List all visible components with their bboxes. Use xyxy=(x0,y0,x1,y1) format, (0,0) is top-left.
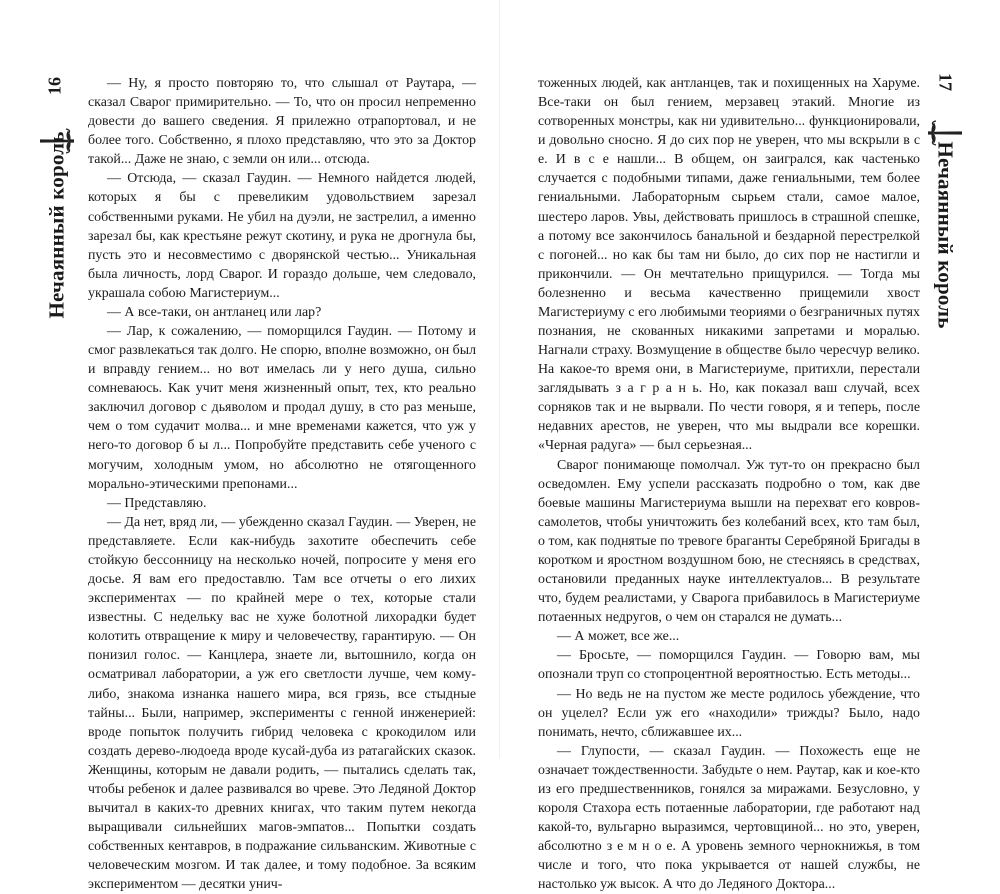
right-page-text xyxy=(538,74,920,894)
paragraph: — А все-таки, он антланец или лар? xyxy=(107,304,322,320)
paragraph: — Глупости, — сказал Гаудин. — Похожесть еще не означает тождественности. Забудьте о нем. Раутар, как и кое-кто из его предшественников, гонялся за миражами. Безусловно, у короля Стахора есть потаенные лаборатории, где работают над какой-то, вульгарно выразимся, чертовщиной... но это, уверен, абсолютно з е м н о е. А уровень земного чернокнижья, в том числе и того, что пока укрывается от нашей службы, не настолько уж высок. А что до Ледяного Доктора... xyxy=(538,743,920,893)
paragraph: — Бросьте, — поморщился Гаудин. — Говорю вам, мы опознали труп со стопроцентной вероятностью. Есть методы... xyxy=(538,648,920,683)
left-running-head: Нечаянный король xyxy=(44,131,69,319)
paragraph: тоженных людей, как антланцев, так и похищенных на Харуме. Все-таки он был гением, мерзавец этакий. Многие из сотворенных монстры, как ни удивительно... функционировали, и довольно сносно. Я до сих пор не уверен, что мы вскрыли в с е. И в с е нашли... В общем, он заигрался, как частенько случается с подобными типами, даже гениальными, тем более гениальными. Лабораторным сырьем стали, самое малое, шестеро ларов. Увы, действовать пришлось в страшной спешке, а потому все закончилось банальной и бездарной перестрелкой с погоней... но как бы там ни было, до сих пор не настигли и прикончили. — Он мечтательно прищурился. — Тогда мы болезненно и весьма качественно прищемили хвост Магистериуму с его любимыми теориями о безграничных путях познания, не скованных никакими запретами и моралью. Нагнали страху. Возмущение в обществе было чересчур велико. На какое-то время они, в Магистериуме, притихли, перестали заглядывать з а г р а н ь. Но, как показал ваш случай, всех сорняков так и не вырвали. По чести говоря, я и теперь, после недавних арестов, не уверен, что мы выдрали все корешки. «Черная радуга» — был серьезная... xyxy=(538,76,920,454)
right-running-head: Нечаянный король xyxy=(933,141,958,329)
paragraph: — Отсюда, — сказал Гаудин. — Немного найдется людей, которых я бы с превеликим удовольствием зарезал собственными руками. Не убил на дуэли, не застрелил, а именно зарезал бы, как крестьяне режут скотину, и рука не дрогнула бы, пусть это и несовместимо с дворянской честью... Уникальная была личность, лорд Сварог. И гораздо дольше, чем следовало, украшала собою Магистериум... xyxy=(88,171,476,301)
paragraph: — Ну, я просто повторяю то, что слышал от Раутара, — сказал Сварог примирительно. — То, что он просил непременно довести до вашего сведения. Я прилежно отрапортовал, и не более того. Собственно, я плохо представляю, что это за Доктор такой... Даже не знаю, с земли он или... отсюда. xyxy=(88,76,476,168)
left-page-number: 16 xyxy=(44,77,65,95)
paragraph: — Но ведь не на пустом же месте родилось убеждение, что он уцелел? Если уж его «находили» трижды? Было, надо понимать, нечто, сближавшее их... xyxy=(538,686,920,740)
paragraph: — Да нет, вряд ли, — убежденно сказал Гаудин. — Уверен, не представляете. Если как-нибудь захотите обеспечить себе стойкую бессонницу на несколько ночей, попросите у меня его досье. Я вам его предоставлю. Там все отчеты о его лихих экспериментах — по крайней мере о тех, которые стали известны. С недельку вас не хуже болотной лихорадки будет колотить отвращение к миру и человечеству, гарантирую. — Он понизил голос. — Канцлера, знаете ли, вытошнило, когда он осматривал лаборатории, а уж его светлости лучше, чем кому-либо, знакома изнанка нашего мира, вся грязь, все стыдные тайны... Были, например, эксперименты с генной инженерией: вроде попыток получить гибрид человека с крокодилом или создать дерево-людоеда вроде кусай-дуба из ратагайских сказок. Женщины, которым не давали родить, — пытались сделать так, чтобы ребенок и далее развивался во чреве. Это Ледяной Доктор вычитал в каких-то древних книгах, что таким путем некогда выращивали сильнейших магов-эмпатов... Попытки создать собственных кентавров, в подражание сильванским. Животные с человеческим мозгом. И так далее, и тому подобное. За всяким экспериментом — десятки унич- xyxy=(88,514,476,893)
paragraph: — Представляю. xyxy=(107,495,207,511)
paragraph: — А может, все же... xyxy=(557,629,680,645)
left-page-text xyxy=(88,74,476,894)
right-page-number: 17 xyxy=(935,73,956,91)
left-page xyxy=(0,0,500,893)
paragraph: — Лар, к сожалению, — поморщился Гаудин. — Потому и смог развлекаться так долго. Не спорю, вполне возможно, он был и вправду гением... но вот имелась ли у него душа, сильно сомневаюсь. Как учит меня жизненный опыт, тех, кто реально заключил договор с дьяволом и продал душу, в сто раз меньше, чем о том судачит молва... и мне временами кажется, что уж у него-то договор б ы л... Попробуйте представить себе ученого с могучим, холодным умом, но абсолютно не отягощенного морально-этическими препонами... xyxy=(88,324,476,492)
paragraph: Сварог понимающе помолчал. Уж тут-то он прекрасно был осведомлен. Ему успели рассказать подробно о том, как две боевые машины Магистериума вышли на перехват его ковров-самолетов, чтобы уничтожить без колебаний всех, кто там был, о том, как поднятые по тревоге браганты Серебряной Бригады в коротком и яростном воздушном бою, не стесняясь в средствах, остановили преданных науке интеллектуалов... В результате что, будем реалистами, у Сварога прибавилось в Магистериуме потаенных недругов, о чем он старался не думать... xyxy=(538,457,920,626)
